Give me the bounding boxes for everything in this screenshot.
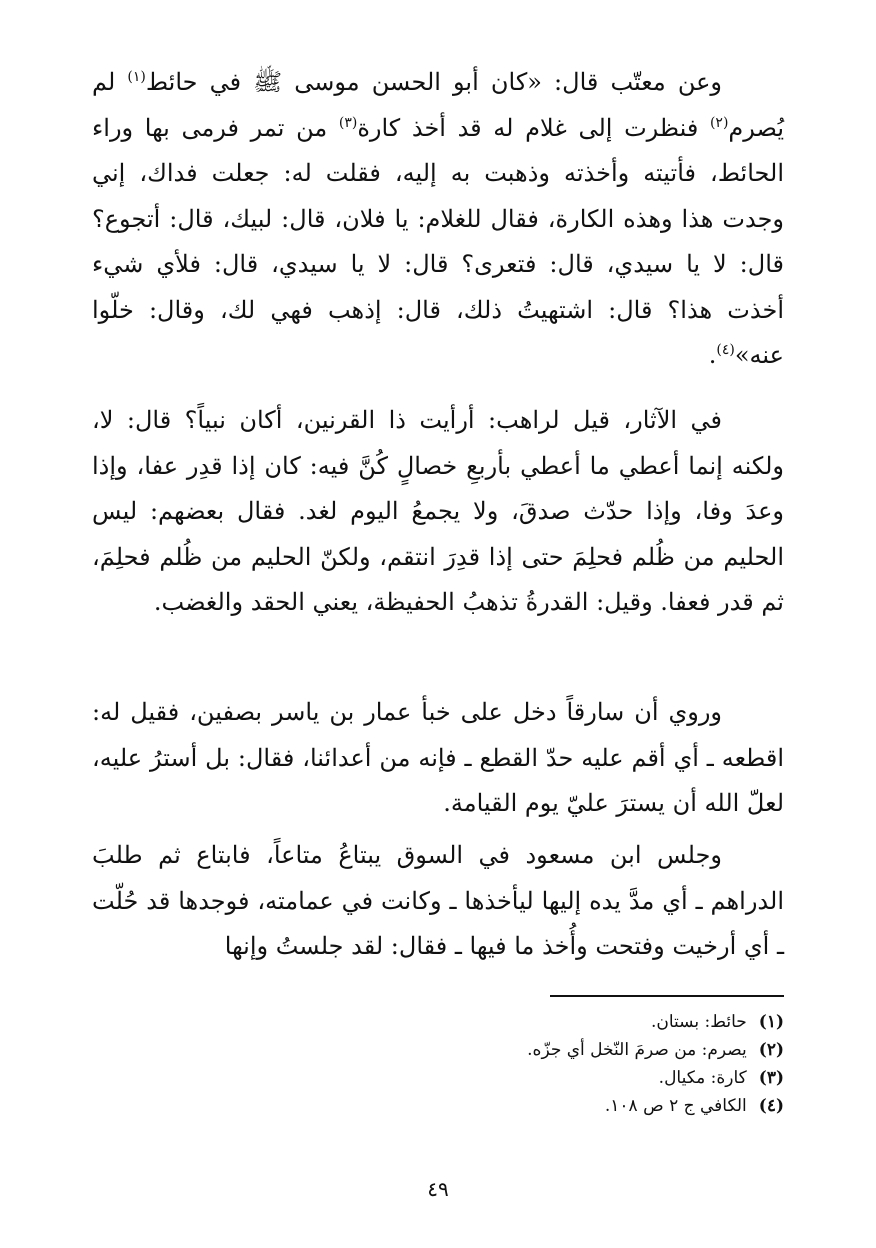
footnote-text: كارة: مكيال. — [658, 1068, 747, 1088]
page-number: ٤٩ — [427, 1177, 449, 1201]
footnote-number: (١) — [758, 1012, 784, 1032]
footnote-text: الكافي ج ٢ ص ١٠٨. — [604, 1096, 747, 1116]
paragraph-text: لم يُصرم — [92, 68, 785, 142]
paragraph-ammar-thief: وروي أن سارقاً دخل على خبأ عمار بن ياسر بصفين، فقيل له: اقطعه ـ أي أقم عليه حدّ القطع ـ فإنه من أعدائنا، فقال: بل أسترُ عليه، لعلّ الله أن يسترَ عليّ يوم القيامة. — [92, 698, 784, 817]
footnotes — [264, 1008, 784, 1120]
paragraph-text: من تمر فرمى بها وراء الحائط، فأتيته وأخذته وذهبت به إليه، فقلت له: جعلت فداك، إني وجدت هذا وهذه الكارة، فقال للغلام: يا فلان، قال: لبيك، قال: أتجوع؟ قال: لا يا سيدي، قال: فتعرى؟ قال: لا يا سيدي، قال: فلأي شيء أخذت هذا؟ قال: اشتهيتُ ذلك، قال: إذهب فهي لك، وقال: خلّوا عنه» — [92, 113, 784, 369]
paragraph-dhul-qarnayn: في الآثار، قيل لراهب: أرأيت ذا القرنين، أكان نبياً؟ قال: لا، ولكنه إنما أعطي ما أعطي بأربعِ خصالٍ كُنَّ فيه: كان إذا قدِر عفا، وإذا وعدَ وفا، وإذا حدّث صدقَ، ولا يجمعُ اليوم لغد. فقال بعضهم: ليس الحليم من ظُلم فحلِمَ حتى إذا قدِرَ انتقم، ولكنّ الحليم من ظُلم فحلِمَ، ثم قدر فعفا. وقيل: القدرةُ تذهبُ الحفيظة، يعني الحقد والغضب. — [92, 406, 784, 616]
footnote-number: (٢) — [758, 1040, 784, 1060]
paragraph-text: . — [708, 341, 717, 369]
footnote-3 — [264, 1064, 784, 1092]
footnote-text: حائط: بستان. — [650, 1012, 747, 1032]
paragraph-text: فنظرت إلى غلام له قد أخذ كارة — [357, 113, 710, 142]
footnote-separator — [550, 995, 784, 997]
footnote-text: يصرم: من صرمَ النّخل أي جزّه. — [527, 1040, 747, 1060]
footnote-4 — [264, 1092, 784, 1120]
paragraph-muattab-story — [92, 60, 784, 379]
footnote-ref-3[interactable]: (٣) — [338, 114, 358, 131]
footnote-number: (٣) — [758, 1068, 784, 1088]
paragraph-ibn-masud: وجلس ابن مسعود في السوق يبتاعُ متاعاً، فابتاع ثم طلبَ الدراهم ـ أي مدَّ يده إليها ليأخذها ـ وكانت في عمامته، فوجدها قد حُلّت ـ أي أرخيت وفتحت وأُخذ ما فيها ـ فقال: لقد جلستُ وإنها — [92, 841, 784, 960]
footnote-ref-1[interactable]: (١) — [127, 69, 146, 85]
footnote-2 — [264, 1036, 784, 1064]
footnote-ref-4[interactable]: (٤) — [716, 342, 735, 358]
paragraph-text: وعن معتّب قال: «كان أبو الحسن موسى ﷺ في حائط — [145, 68, 723, 96]
footnote-1 — [264, 1008, 784, 1036]
footnote-ref-2[interactable]: (٢) — [709, 114, 729, 131]
footnote-number: (٤) — [758, 1096, 784, 1116]
